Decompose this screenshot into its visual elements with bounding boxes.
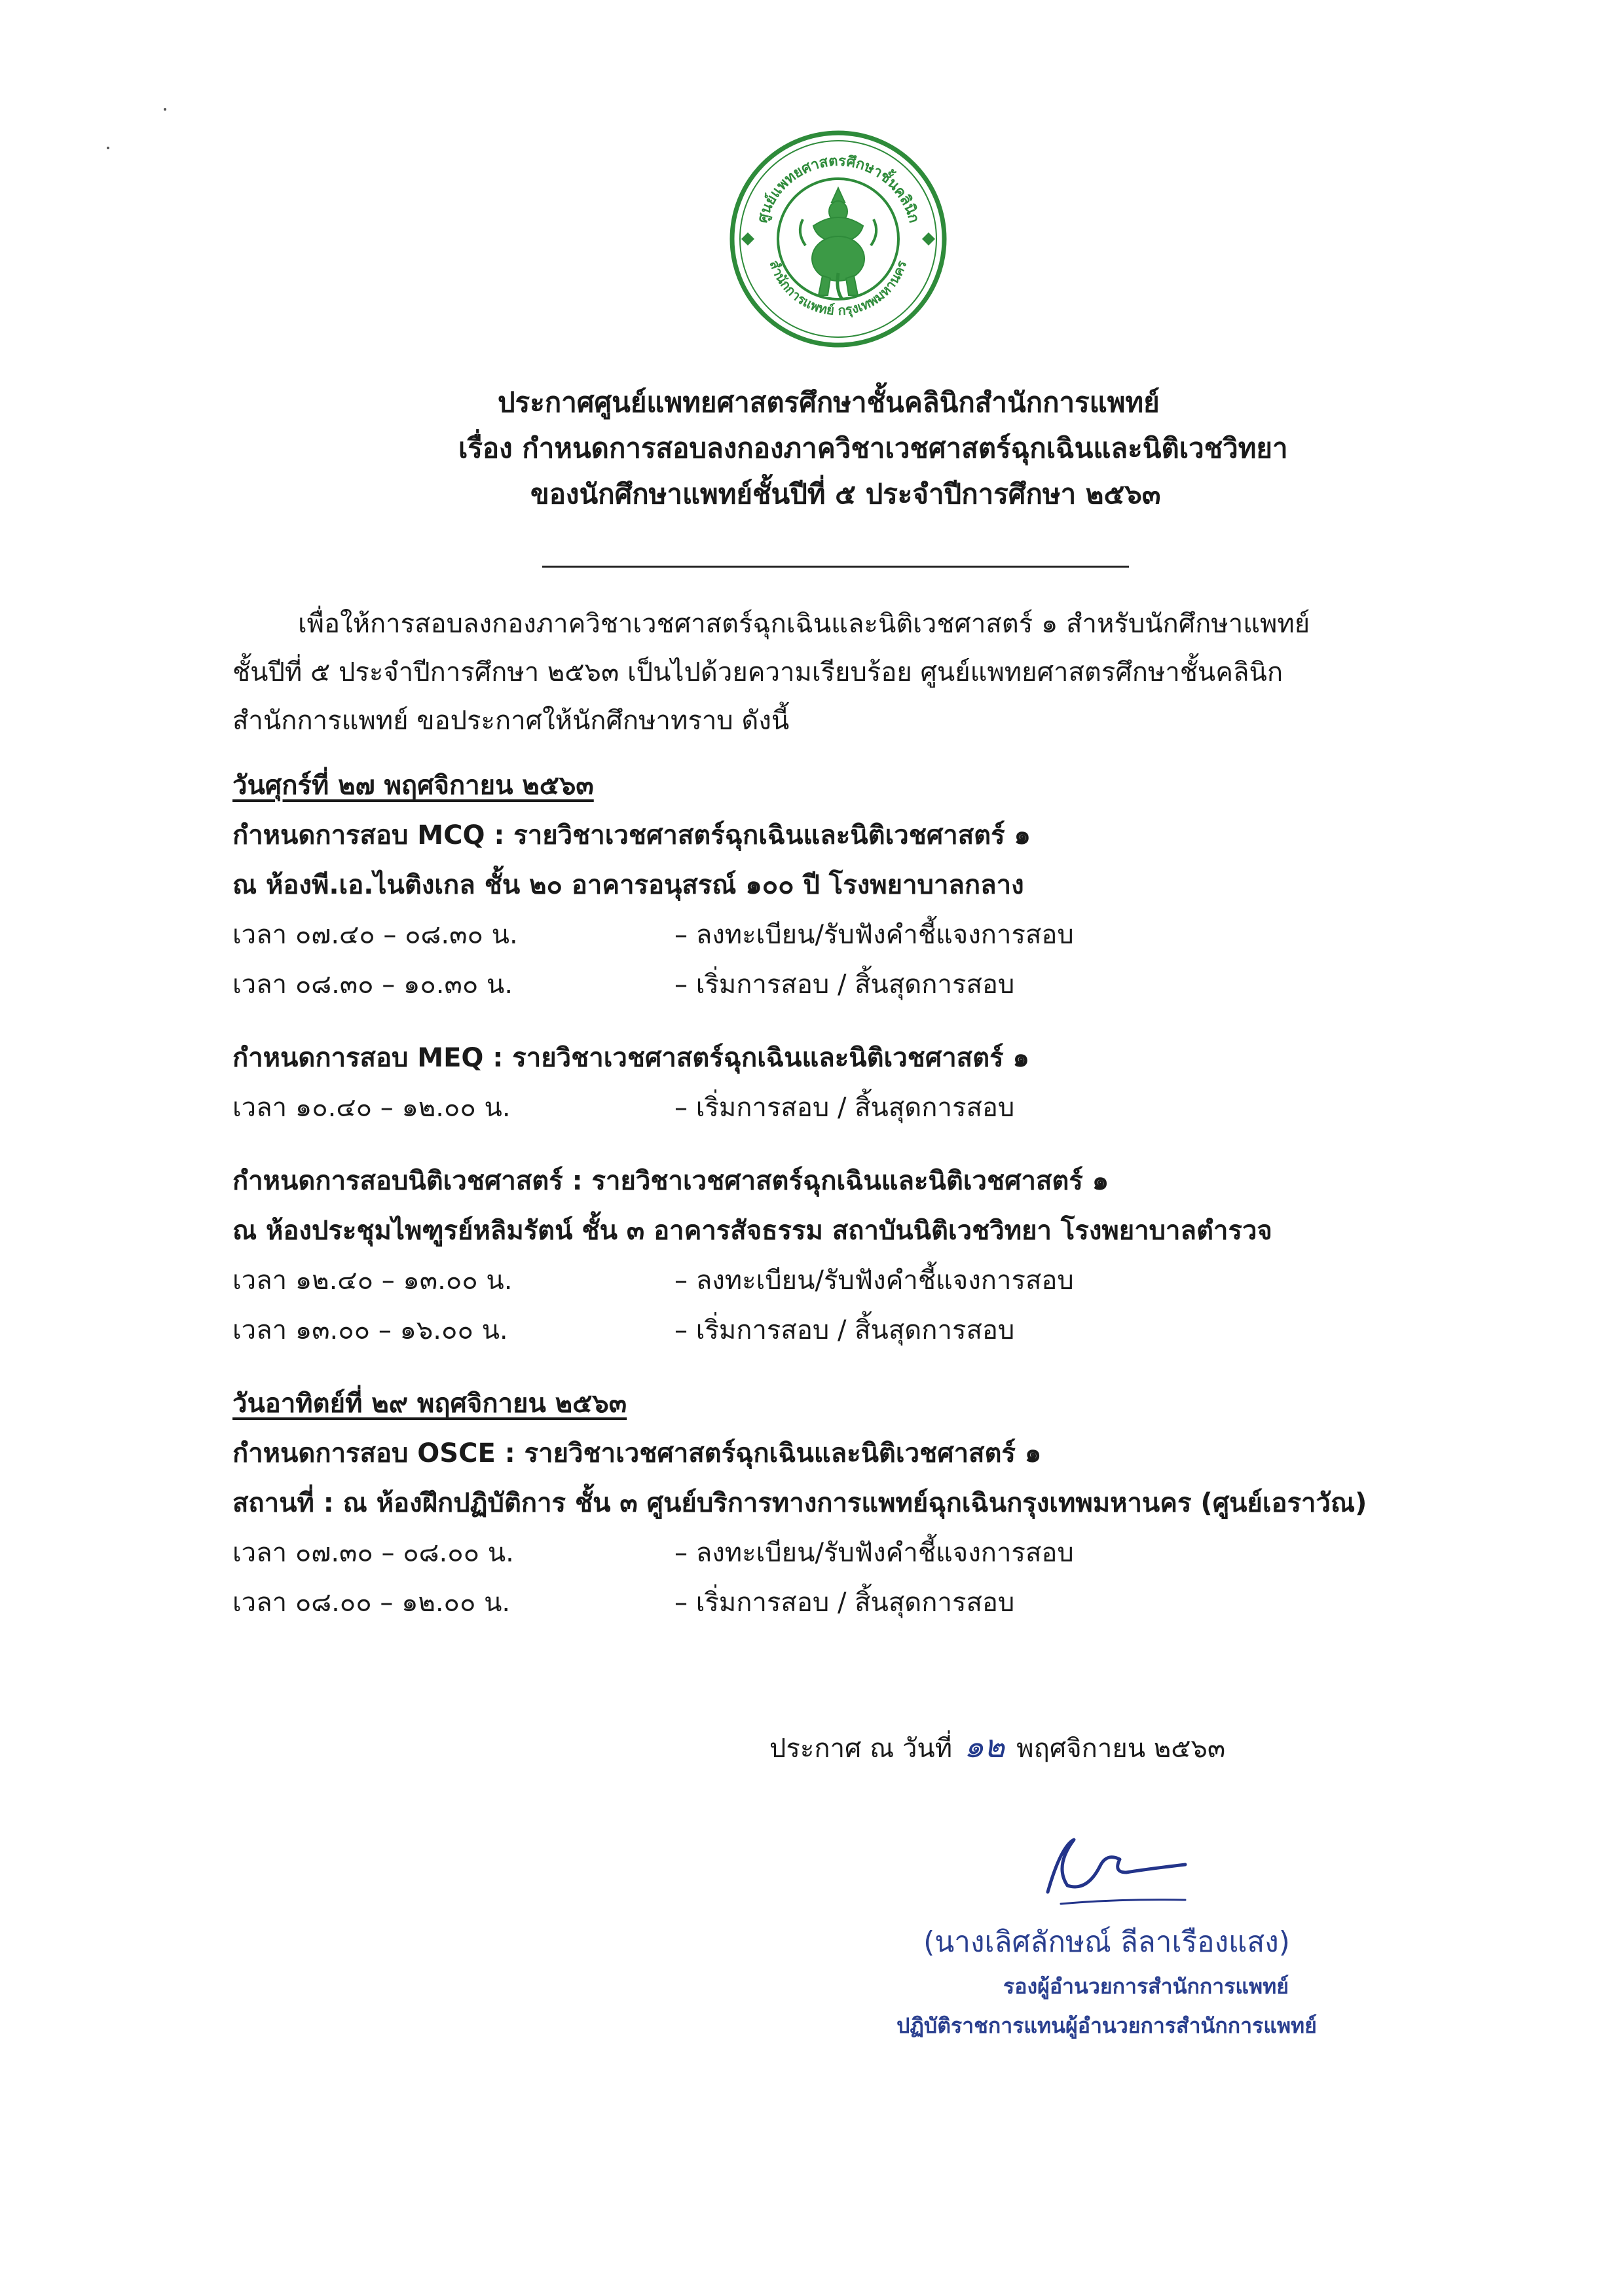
activity-cell: – ลงทะเบียน/รับฟังคำชี้แจงการสอบ [674, 1266, 1074, 1296]
intro-line-1: เพื่อให้การสอบลงกองภาควิชาเวชศาสตร์ฉุกเฉินและนิติเวชศาสตร์ ๑ สำหรับนักศึกษาแพทย์ [298, 609, 1310, 639]
time-cell: เวลา ๐๗.๔๐ – ๐๘.๓๐ น. [232, 920, 518, 950]
activity-cell: – เริ่มการสอบ / สิ้นสุดการสอบ [674, 1588, 1015, 1618]
time-cell: เวลา ๑๐.๔๐ – ๑๒.๐๐ น. [232, 1093, 511, 1123]
scan-speck [107, 147, 109, 149]
signer-name: (นางเลิศลักษณ์ ลีลาเรืองแสง) [923, 1925, 1290, 1959]
title-line-2: เรื่อง กำหนดการสอบลงกองภาควิชาเวชศาสตร์ฉุกเฉินและนิติเวชวิทยา [458, 432, 1288, 464]
osce-location: สถานที่ : ณ ห้องฝึกปฏิบัติการ ชั้น ๓ ศูนย์บริการทางการแพทย์ฉุกเฉินกรุงเทพมหานคร (ศูนย์เอราวัณ) [232, 1488, 1367, 1518]
day2-date: วันอาทิตย์ที่ ๒๙ พฤศจิกายน ๒๕๖๓ [232, 1389, 627, 1419]
forensic-heading: กำหนดการสอบนิติเวชศาสตร์ : รายวิชาเวชศาสตร์ฉุกเฉินและนิติเวชศาสตร์ ๑ [232, 1166, 1109, 1196]
time-cell: เวลา ๑๓.๐๐ – ๑๖.๐๐ น. [232, 1315, 508, 1345]
announce-day-handwritten: ๑๒ [964, 1728, 1005, 1765]
signer-position-1: รองผู้อำนวยการสำนักการแพทย์ [1003, 1974, 1289, 1999]
time-cell: เวลา ๐๗.๓๐ – ๐๘.๐๐ น. [232, 1538, 514, 1568]
osce-heading: กำหนดการสอบ OSCE : รายวิชาเวชศาสตร์ฉุกเฉินและนิติเวชศาสตร์ ๑ [232, 1438, 1042, 1468]
exam-schedule [232, 761, 1477, 1628]
activity-cell: – เริ่มการสอบ / สิ้นสุดการสอบ [674, 970, 1015, 1000]
time-cell: เวลา ๑๒.๔๐ – ๑๓.๐๐ น. [232, 1266, 513, 1296]
intro-line-3: สำนักการแพทย์ ขอประกาศให้นักศึกษาทราบ ดังนี้ [232, 706, 790, 736]
time-cell: เวลา ๐๘.๐๐ – ๑๒.๐๐ น. [232, 1588, 511, 1618]
mcq-row [232, 910, 1477, 960]
meq-heading: กำหนดการสอบ MEQ : รายวิชาเวชศาสตร์ฉุกเฉินและนิติเวชศาสตร์ ๑ [232, 1043, 1029, 1073]
signer-position-2: ปฏิบัติราชการแทนผู้อำนวยการสำนักการแพทย์ [896, 2013, 1317, 2038]
intro-line-2: ชั้นปีที่ ๕ ประจำปีการศึกษา ๒๕๖๓ เป็นไปด้วยความเรียบร้อย ศูนย์แพทยศาสตรศึกษาชั้นคลินิก [232, 657, 1283, 687]
announce-prefix: ประกาศ ณ วันที่ [769, 1734, 953, 1764]
title-line-1: ประกาศศูนย์แพทยศาสตรศึกษาชั้นคลินิกสำนักการแพทย์ [498, 386, 1160, 418]
mcq-row [232, 960, 1477, 1010]
activity-cell: – เริ่มการสอบ / สิ้นสุดการสอบ [674, 1315, 1015, 1345]
announcement-title [458, 380, 1375, 517]
handwritten-signature-icon [1022, 1820, 1218, 1912]
activity-cell: – ลงทะเบียน/รับฟังคำชี้แจงการสอบ [674, 920, 1074, 950]
announce-suffix: พฤศจิกายน ๒๕๖๓ [1016, 1734, 1226, 1764]
seal-bottom-text: สำนักการแพทย์ กรุงเทพมหานคร [766, 258, 910, 319]
signer-block [877, 1918, 1336, 2045]
meq-row [232, 1083, 1477, 1133]
scan-speck [164, 108, 166, 111]
forensic-row [232, 1256, 1477, 1305]
osce-row [232, 1528, 1477, 1578]
intro-paragraph [232, 600, 1437, 745]
forensic-row [232, 1305, 1477, 1355]
announcement-date [769, 1722, 1225, 1774]
activity-cell: – เริ่มการสอบ / สิ้นสุดการสอบ [674, 1093, 1015, 1123]
day1-date: วันศุกร์ที่ ๒๗ พฤศจิกายน ๒๕๖๓ [232, 771, 594, 801]
osce-row [232, 1578, 1477, 1628]
mcq-location: ณ ห้องพี.เอ.ไนติงเกล ชั้น ๒๐ อาคารอนุสรณ์ ๑๐๐ ปี โรงพยาบาลกลาง [232, 870, 1024, 900]
organization-seal-icon [727, 128, 950, 350]
forensic-location: ณ ห้องประชุมไพฑูรย์หลิมรัตน์ ชั้น ๓ อาคารสัจธรรม สถาบันนิติเวชวิทยา โรงพยาบาลตำรวจ [232, 1216, 1272, 1246]
title-line-3: ของนักศึกษาแพทย์ชั้นปีที่ ๕ ประจำปีการศึกษา ๒๕๖๓ [530, 478, 1161, 510]
title-divider [542, 566, 1129, 568]
mcq-heading: กำหนดการสอบ MCQ : รายวิชาเวชศาสตร์ฉุกเฉินและนิติเวชศาสตร์ ๑ [232, 820, 1031, 850]
time-cell: เวลา ๐๘.๓๐ – ๑๐.๓๐ น. [232, 970, 513, 1000]
seal-top-text: ศูนย์แพทยศาสตรศึกษาชั้นคลินิก [754, 153, 923, 225]
activity-cell: – ลงทะเบียน/รับฟังคำชี้แจงการสอบ [674, 1538, 1074, 1568]
